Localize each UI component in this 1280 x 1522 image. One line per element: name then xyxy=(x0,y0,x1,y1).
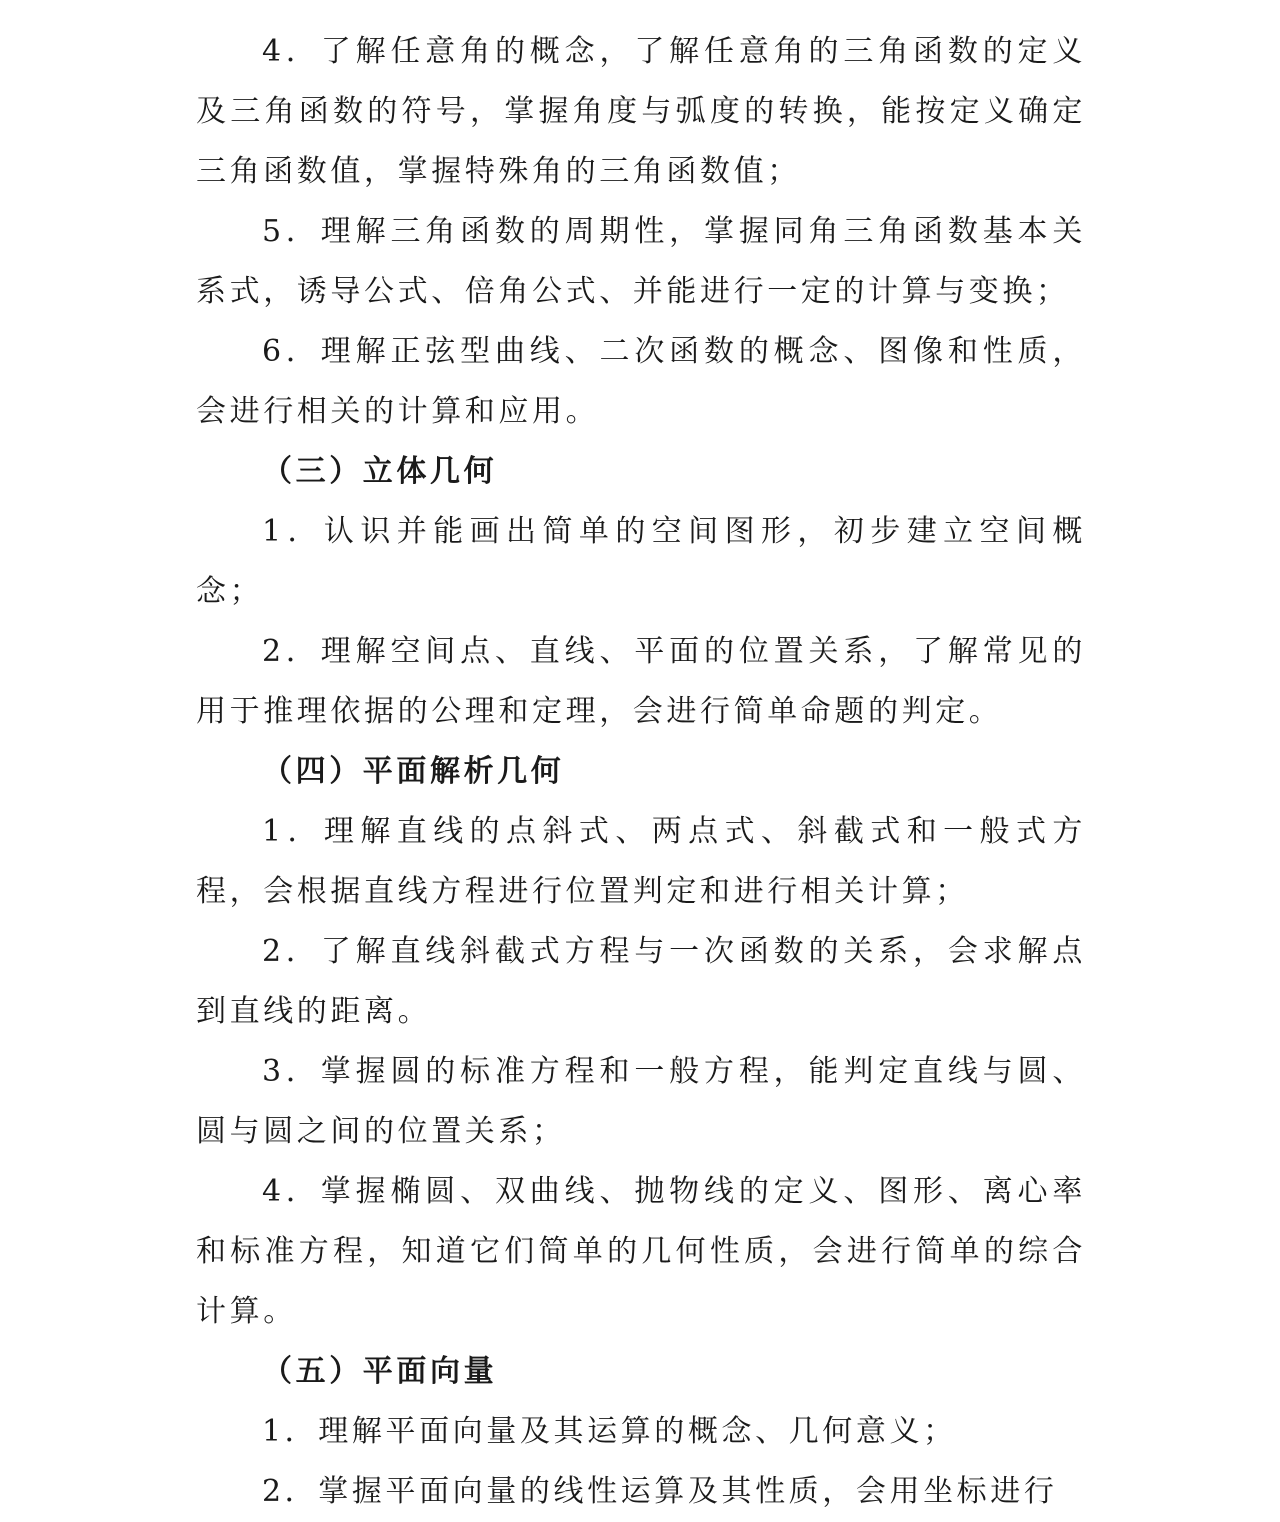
section-heading-solid-geometry: （三）立体几何 xyxy=(262,454,498,489)
paragraph-trig-4: 4．了解任意角的概念，了解任意角的三角函数的定义及三角函数的符号，掌握角度与弧度的转换，能按定义确定三角函数值，掌握特殊角的三角函数值； xyxy=(196,34,1086,189)
section-heading-analytic-geometry: （四）平面解析几何 xyxy=(262,754,565,789)
paragraph-analytic-4: 4．掌握椭圆、双曲线、抛物线的定义、图形、离心率和标准方程，知道它们简单的几何性质，会进行简单的综合计算。 xyxy=(196,1174,1086,1329)
paragraph-analytic-3: 3．掌握圆的标准方程和一般方程，能判定直线与圆、圆与圆之间的位置关系； xyxy=(196,1054,1086,1149)
paragraph-trig-5: 5．理解三角函数的周期性，掌握同角三角函数基本关系式，诱导公式、倍角公式、并能进行一定的计算与变换； xyxy=(196,214,1086,309)
paragraph-trig-6: 6．理解正弦型曲线、二次函数的概念、图像和性质，会进行相关的计算和应用。 xyxy=(196,334,1086,429)
paragraph-analytic-2: 2．了解直线斜截式方程与一次函数的关系，会求解点到直线的距离。 xyxy=(196,934,1086,1029)
paragraph-analytic-1: 1．理解直线的点斜式、两点式、斜截式和一般式方程，会根据直线方程进行位置判定和进行相关计算； xyxy=(196,814,1086,909)
section-heading-plane-vectors: （五）平面向量 xyxy=(262,1354,498,1389)
paragraph-solid-1: 1．认识并能画出简单的空间图形，初步建立空间概念； xyxy=(196,514,1086,609)
paragraph-vector-2: 2．掌握平面向量的线性运算及其性质，会用坐标进行 xyxy=(262,1474,1058,1509)
paragraph-solid-2: 2．理解空间点、直线、平面的位置关系，了解常见的用于推理依据的公理和定理，会进行简单命题的判定。 xyxy=(196,634,1086,729)
paragraph-vector-1: 1．理解平面向量及其运算的概念、几何意义； xyxy=(262,1414,957,1449)
document-page xyxy=(196,22,1086,1522)
